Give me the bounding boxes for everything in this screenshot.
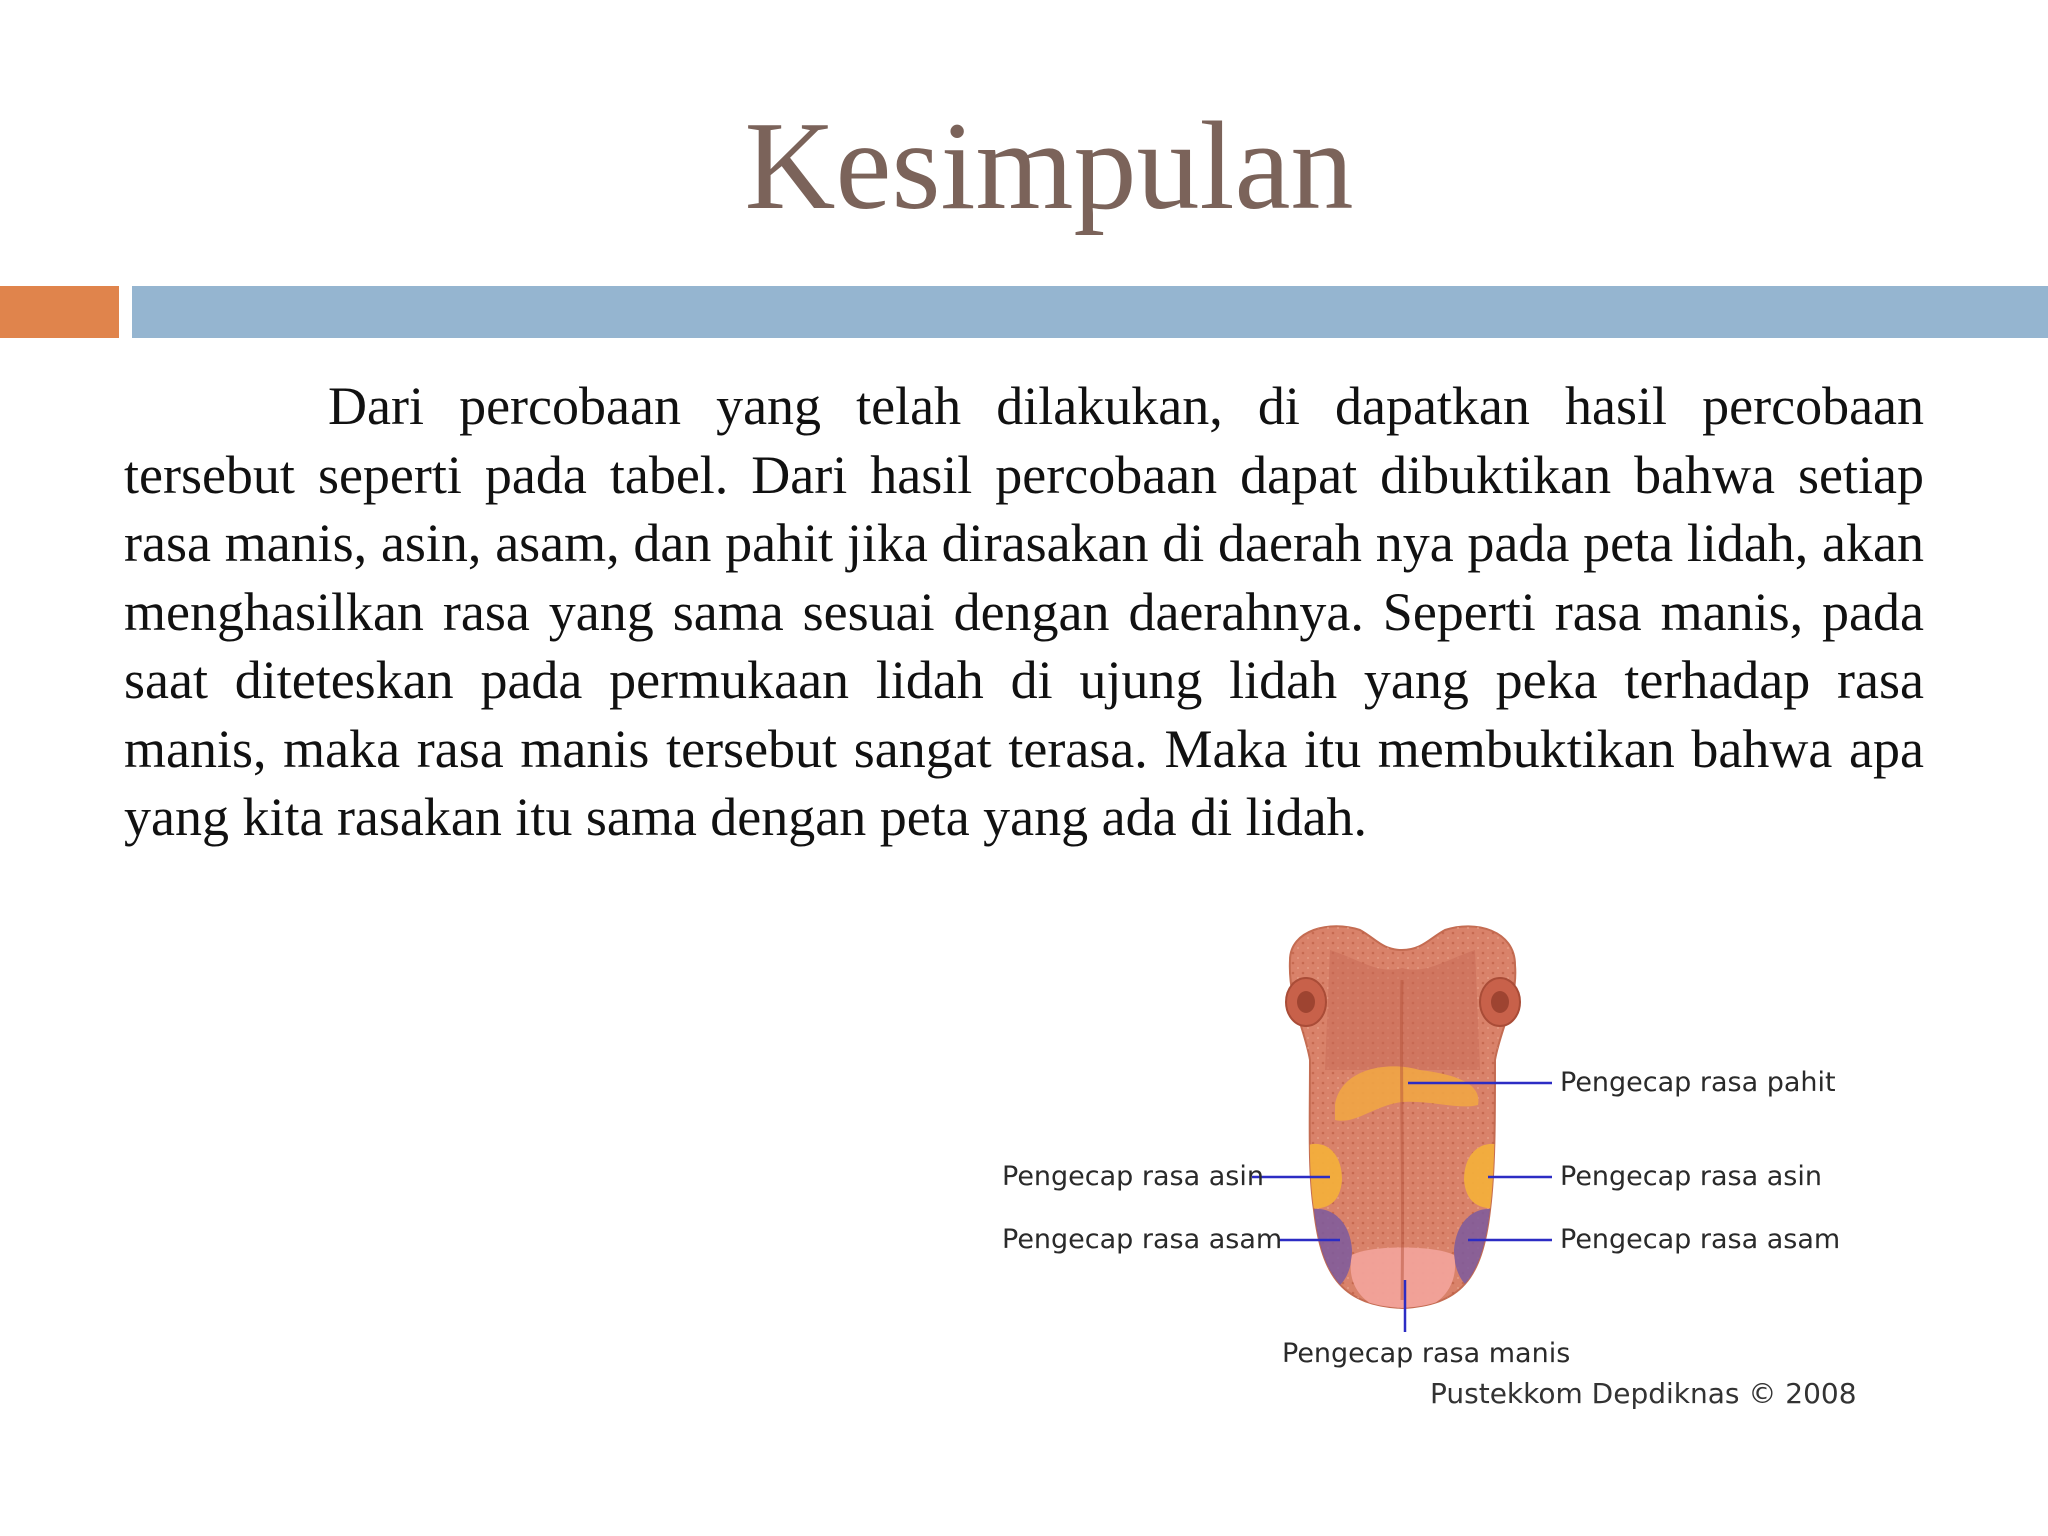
- accent-bar-blue: [132, 286, 2048, 338]
- slide-title: Kesimpulan: [744, 97, 1354, 236]
- label-asam-left: Pengecap rasa asam: [1002, 1224, 1283, 1255]
- label-asam-right: Pengecap rasa asam: [1560, 1224, 1841, 1255]
- label-pahit: Pengecap rasa pahit: [1560, 1067, 1836, 1098]
- conclusion-paragraph: Dari percobaan yang telah dilakukan, di dapatkan hasil percobaan tersebut seperti pada tabel. Dari hasil percobaan dapat dibuktikan bahwa setiap rasa manis, asin, asam, dan pahit jika dirasakan di daerah nya pada peta lidah, akan menghasilkan rasa yang sama sesuai dengan daerahnya. Seperti rasa manis, pada saat diteteskan pada permukaan lidah di ujung lidah yang peka terhadap rasa manis, maka rasa manis tersebut sangat terasa. Maka itu membuktikan bahwa apa yang kita rasakan itu sama dengan peta yang ada di lidah.: [124, 376, 1924, 847]
- label-asin-right: Pengecap rasa asin: [1560, 1161, 1822, 1192]
- accent-bar-orange: [0, 286, 119, 338]
- tongue-taste-map-figure: [990, 920, 1870, 1420]
- image-credit: Pustekkom Depdiknas © 2008: [1430, 1377, 1857, 1410]
- label-manis: Pengecap rasa manis: [1282, 1338, 1571, 1369]
- label-asin-left: Pengecap rasa asin: [1002, 1161, 1264, 1192]
